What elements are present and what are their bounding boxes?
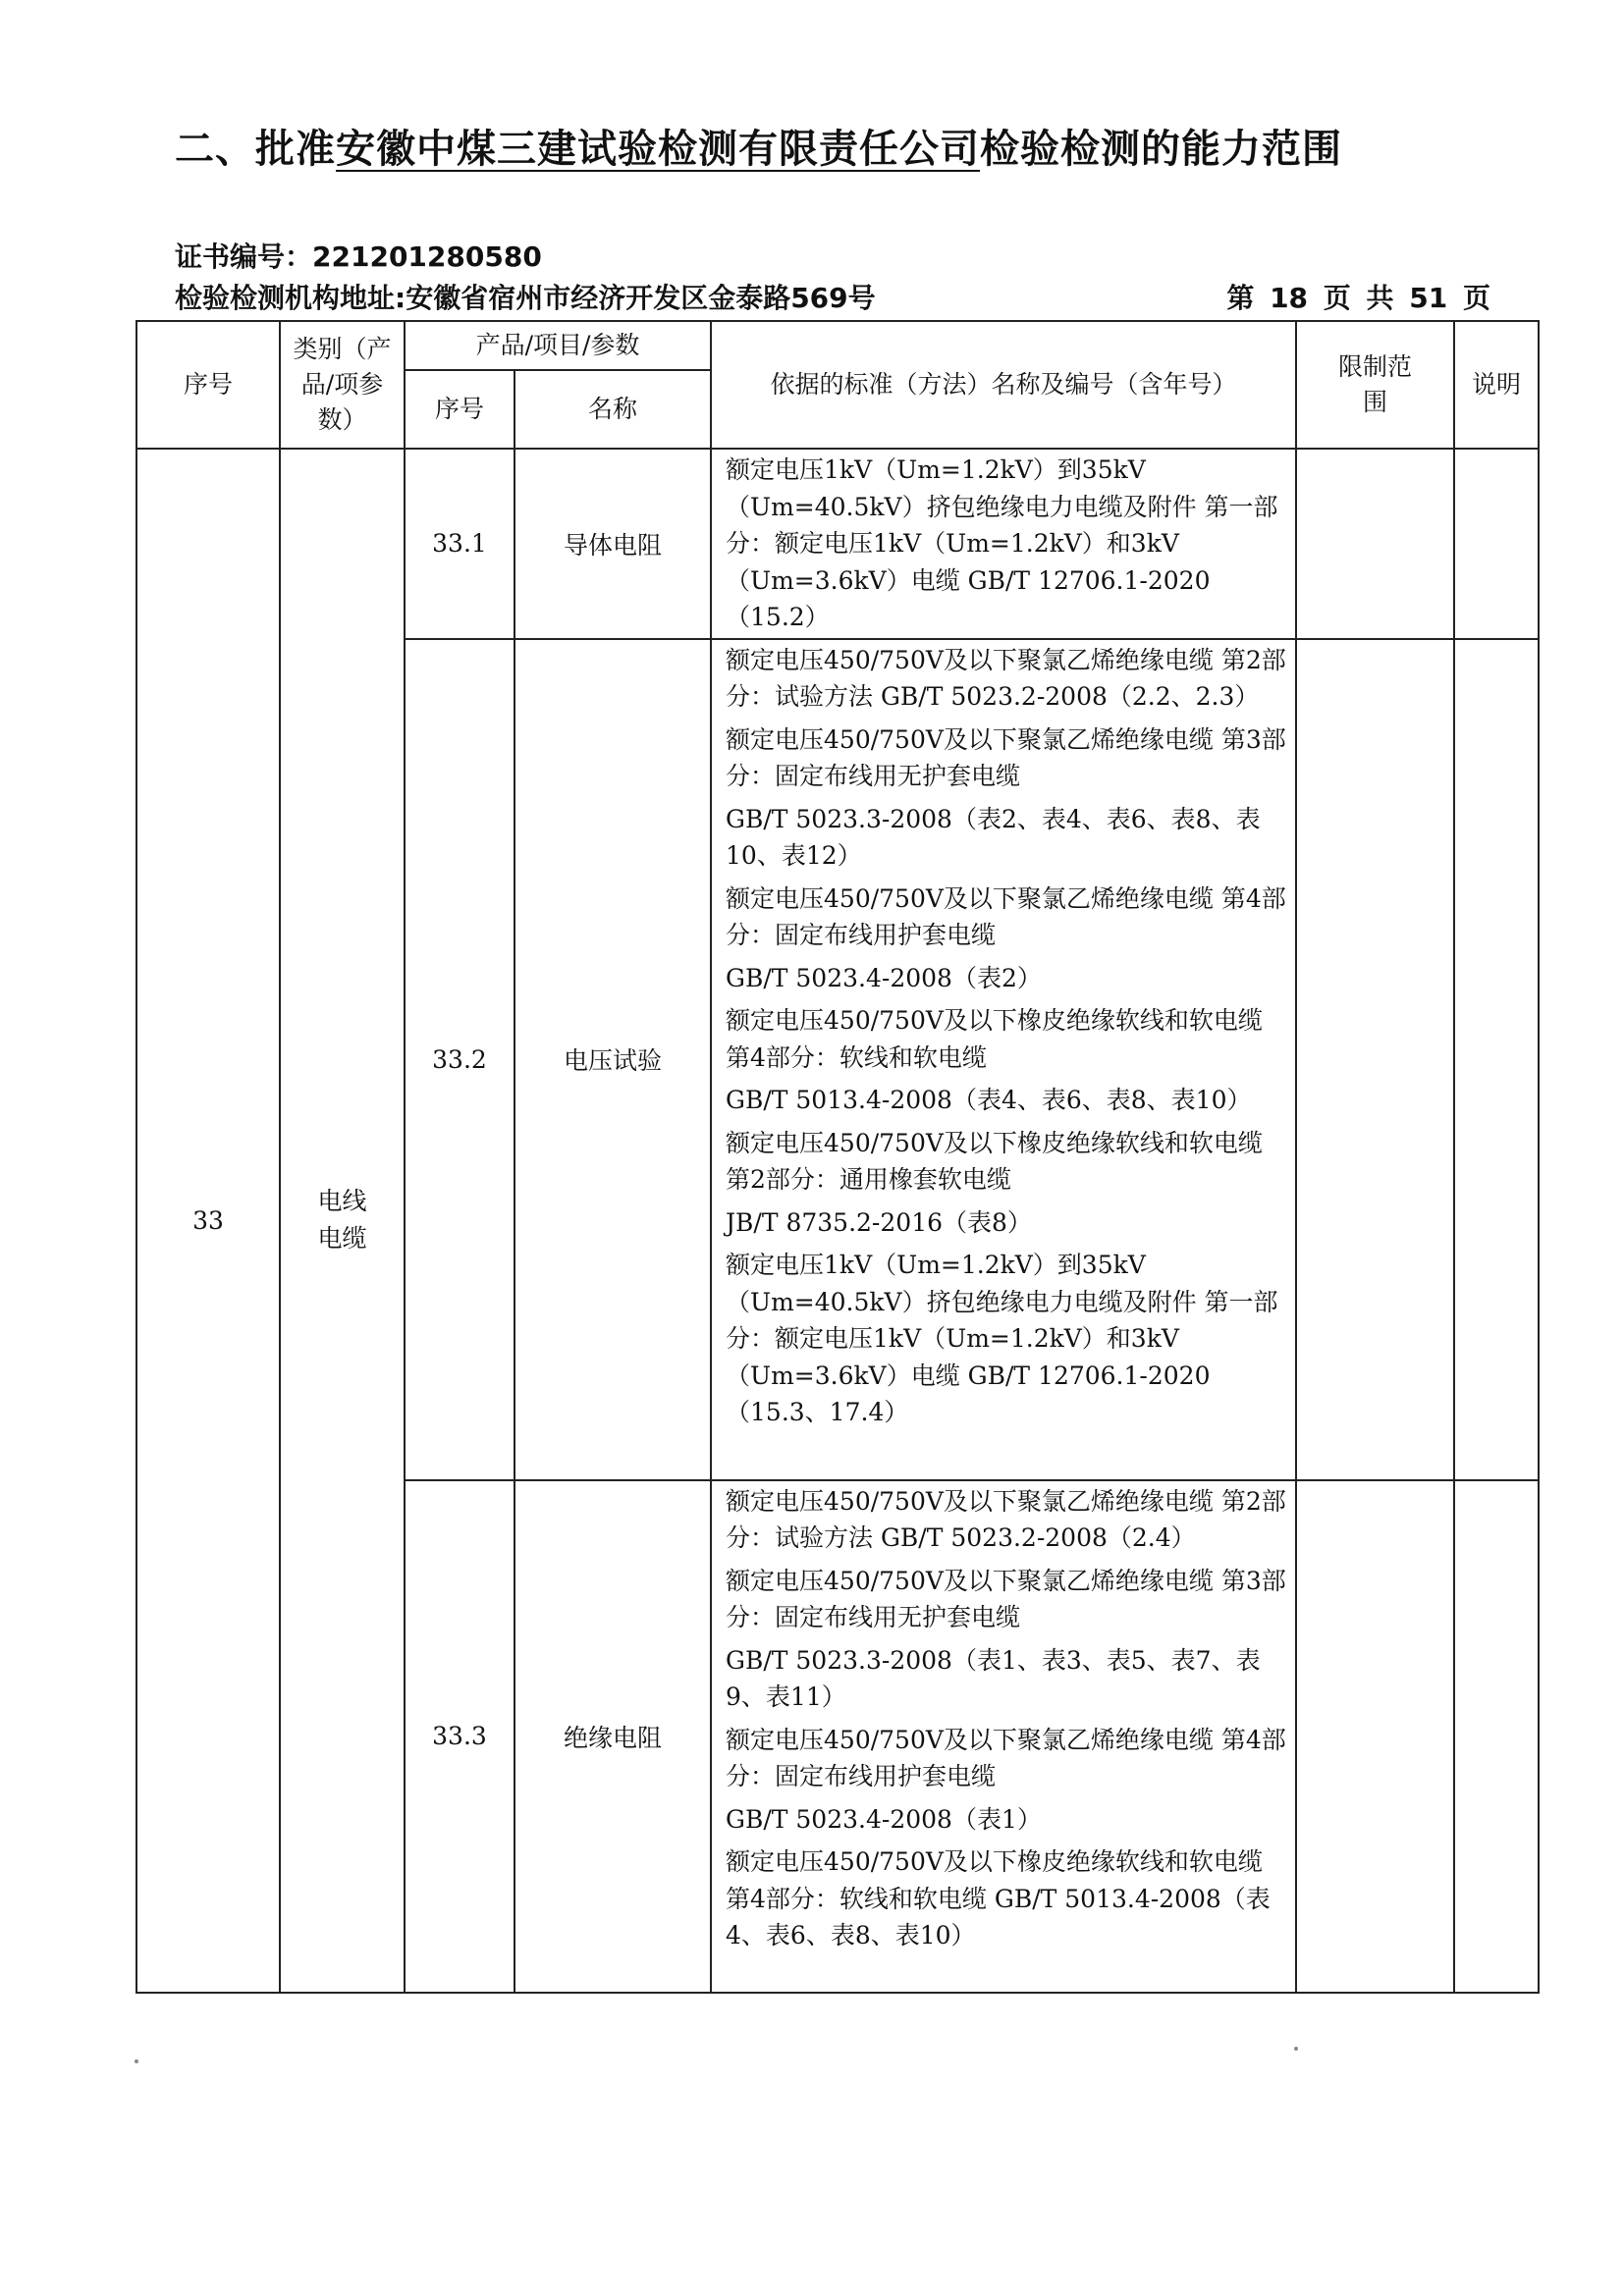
standard-cell	[711, 639, 1296, 1480]
org-name: 安徽中煤三建试验检测有限责任公司	[336, 127, 980, 172]
standard-entry: GB/T 5023.3-2008（表1、表3、表5、表7、表9、表11）	[726, 1645, 1261, 1711]
limit-cell	[1296, 639, 1454, 1480]
standard-entry: 额定电压450/750V及以下橡皮绝缘软线和软电缆 第4部分：软线和软电缆 GB/T 5013.4-2008（表4、表6、表8、表10）	[726, 1847, 1271, 1949]
header-sub-seq: 序号	[405, 370, 514, 449]
group-category: 电线电缆	[280, 449, 405, 1993]
header-product-group: 产品/项目/参数	[405, 321, 711, 370]
standard-entry: GB/T 5023.4-2008（表2）	[726, 963, 1042, 992]
standard-entry: GB/T 5023.3-2008（表2、表4、表6、表8、表10、表12）	[726, 804, 1261, 870]
sub-seq: 33.2	[405, 639, 514, 1480]
capability-table	[135, 320, 1540, 1994]
page-title	[175, 118, 1549, 174]
standard-entry: GB/T 5013.4-2008（表4、表6、表8、表10）	[726, 1086, 1252, 1114]
note-cell	[1454, 639, 1539, 1480]
sub-seq: 33.1	[405, 449, 514, 639]
note-cell	[1454, 1480, 1539, 1993]
item-name: 导体电阻	[514, 449, 711, 639]
cert-label: 证书编号：	[175, 240, 313, 273]
item-name: 绝缘电阻	[514, 1480, 711, 1993]
header-name: 名称	[514, 370, 711, 449]
page-info: 第 18 页 共 51 页	[1226, 282, 1490, 314]
sub-seq: 33.3	[405, 1480, 514, 1993]
address-value: 安徽省宿州市经济开发区金泰路569号	[406, 282, 876, 314]
standard-entry: GB/T 5023.4-2008（表1）	[726, 1804, 1042, 1834]
standard-entry: 额定电压450/750V及以下聚氯乙烯绝缘电缆 第4部分：固定布线用护套电缆	[726, 1725, 1286, 1790]
certificate-line	[175, 236, 542, 275]
limit-cell	[1296, 1480, 1454, 1993]
limit-cell	[1296, 449, 1454, 639]
table-row	[136, 449, 1539, 639]
standard-entry: 额定电压450/750V及以下聚氯乙烯绝缘电缆 第3部分：固定布线用无护套电缆	[726, 724, 1286, 790]
title-suffix: 检验检测的能力范围	[980, 127, 1342, 172]
header-standard: 依据的标准（方法）名称及编号（含年号）	[711, 321, 1296, 449]
standard-entry: 额定电压450/750V及以下聚氯乙烯绝缘电缆 第3部分：固定布线用无护套电缆	[726, 1566, 1286, 1631]
standard-entry: JB/T 8735.2-2016（表8）	[726, 1207, 1032, 1237]
header-category: 类别（产品/项参数）	[280, 321, 405, 449]
standard-entry: 额定电压450/750V及以下聚氯乙烯绝缘电缆 第2部分：试验方法 GB/T 5023.2-2008（2.2、2.3）	[726, 645, 1286, 711]
header-limit: 限制范围	[1296, 321, 1454, 449]
scan-speck	[1294, 2047, 1298, 2051]
standard-entry: 额定电压450/750V及以下橡皮绝缘软线和软电缆 第2部分：通用橡套软电缆	[726, 1128, 1263, 1194]
note-cell	[1454, 449, 1539, 639]
address-label: 检验检测机构地址:	[175, 282, 406, 314]
standard-cell	[711, 449, 1296, 639]
standard-entry: 额定电压450/750V及以下聚氯乙烯绝缘电缆 第4部分：固定布线用护套电缆	[726, 883, 1286, 949]
title-prefix: 二、批准	[175, 127, 336, 172]
item-name: 电压试验	[514, 639, 711, 1480]
address-line	[175, 277, 876, 316]
scan-speck	[135, 2059, 138, 2063]
standard-entry: 额定电压1kV（Um=1.2kV）到35kV（Um=40.5kV）挤包绝缘电力电缆及附件 第一部分：额定电压1kV（Um=1.2kV）和3kV（Um=3.6kV）电缆 GB/T 12706.1-2020（15.3、17.4）	[726, 1251, 1278, 1426]
standard-cell	[711, 1480, 1296, 1993]
standard-entry: 额定电压1kV（Um=1.2kV）到35kV（Um=40.5kV）挤包绝缘电力电缆及附件 第一部分：额定电压1kV（Um=1.2kV）和3kV（Um=3.6kV）电缆 GB/T 12706.1-2020（15.2）	[726, 455, 1278, 631]
standard-entry: 额定电压450/750V及以下聚氯乙烯绝缘电缆 第2部分：试验方法 GB/T 5023.2-2008（2.4）	[726, 1486, 1286, 1552]
header-seq: 序号	[136, 321, 280, 449]
header-note: 说明	[1454, 321, 1539, 449]
standard-entry: 额定电压450/750V及以下橡皮绝缘软线和软电缆 第4部分：软线和软电缆	[726, 1006, 1263, 1072]
cert-number: 221201280580	[312, 240, 542, 273]
group-seq: 33	[136, 449, 280, 1993]
